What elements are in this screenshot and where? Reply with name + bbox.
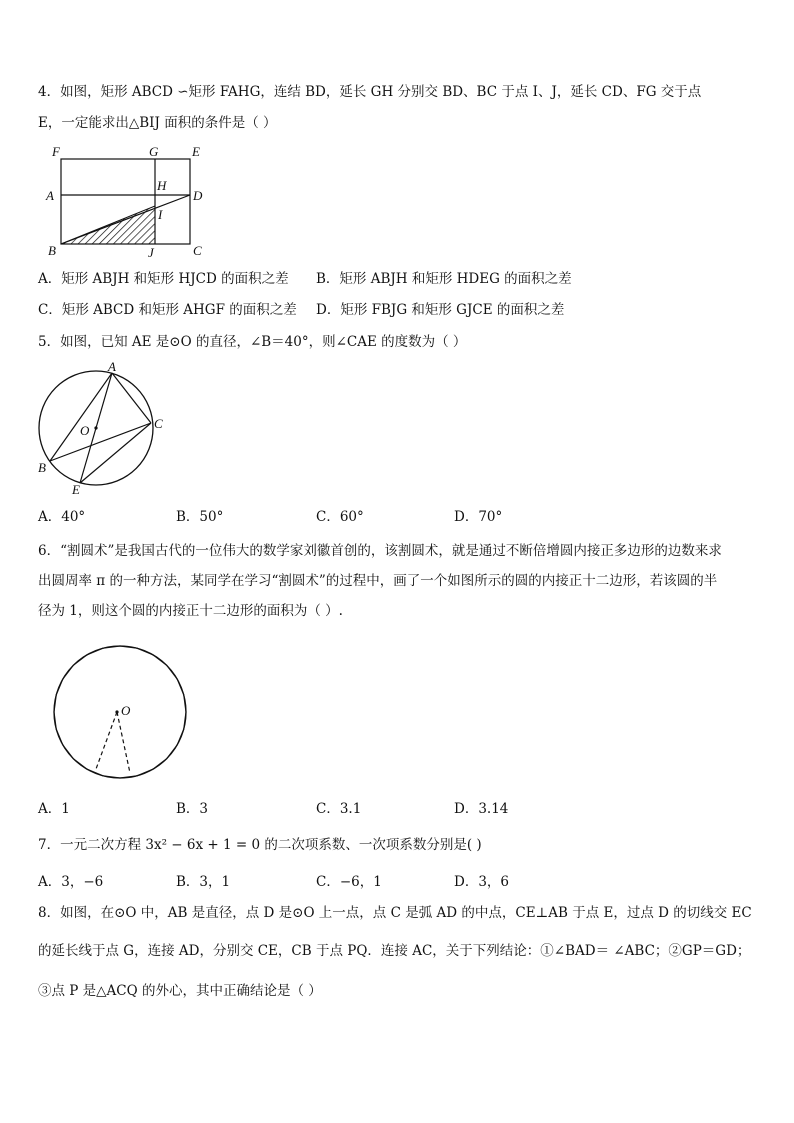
q6-option-a[interactable]: A．1: [38, 801, 70, 817]
q4-figure: [40, 140, 215, 260]
q4-option-d[interactable]: D．矩形 FBJG 和矩形 GJCE 的面积之差: [316, 302, 565, 318]
q7-option-d[interactable]: D．3，6: [454, 874, 510, 890]
label-G: G: [149, 144, 159, 159]
q6-option-b[interactable]: B．3: [176, 801, 209, 817]
label-O: O: [121, 703, 131, 718]
q8-text-line3: ③点 P 是△ACQ 的外心，其中正确结论是（ ）: [38, 983, 322, 999]
q6-text-line1: 6．“割圆术”是我国古代的一位伟大的数学家刘徽首创的，该割圆术，就是通过不断倍增圆内接正多边形的边数来求: [38, 543, 722, 559]
q7-option-b[interactable]: B．3，1: [176, 874, 231, 890]
q4-text-line2: E，一定能求出△BIJ 面积的条件是（ ）: [38, 115, 277, 131]
q5-option-d[interactable]: D．70°: [454, 509, 503, 525]
circle-O: [54, 646, 186, 778]
label-A: A: [108, 359, 116, 374]
q6-figure: [45, 645, 195, 785]
q7-option-a[interactable]: A．3，−6: [38, 874, 104, 890]
q4-option-c[interactable]: C．矩形 ABCD 和矩形 AHGF 的面积之差: [38, 302, 297, 318]
q5-figure: [30, 358, 170, 498]
q6-text-line3: 径为 1，则这个圆的内接正十二边形的面积为（ ）.: [38, 603, 343, 619]
segment-BC: [50, 423, 151, 461]
label-A: A: [46, 188, 54, 203]
q5-option-c[interactable]: C．60°: [316, 509, 364, 525]
q4-option-b[interactable]: B．矩形 ABJH 和矩形 HDEG 的面积之差: [316, 271, 572, 287]
label-B: B: [38, 460, 46, 475]
center-point-O: [94, 426, 97, 429]
label-E: E: [72, 482, 80, 497]
dodecagon: [54, 646, 186, 778]
label-J: J: [148, 245, 154, 260]
segment-CE: [80, 423, 151, 483]
q6-option-d[interactable]: D．3.14: [454, 801, 509, 817]
label-H: H: [157, 178, 167, 193]
q7-text-line1: 7．一元二次方程 3x² − 6x + 1 = 0 的二次项系数、一次项系数分别是( ): [38, 837, 482, 853]
label-C: C: [154, 416, 163, 431]
label-C: C: [193, 243, 202, 258]
q7-option-c[interactable]: C．−6，1: [316, 874, 382, 890]
q6-text-line2: 出圆周率 π 的一种方法，某同学在学习“割圆术”的过程中，画了一个如图所示的圆的内接正十二边形，若该圆的半: [38, 573, 718, 589]
q5-option-b[interactable]: B．50°: [176, 509, 224, 525]
label-I: I: [158, 207, 163, 222]
q6-option-c[interactable]: C．3.1: [316, 801, 362, 817]
q5-text-line1: 5．如图，已知 AE 是⊙O 的直径，∠B＝40°，则∠CAE 的度数为（ ）: [38, 334, 467, 350]
label-O: O: [80, 423, 90, 438]
segment-AB: [50, 373, 112, 461]
q8-text-line1: 8．如图，在⊙O 中，AB 是直径，点 D 是⊙O 上一点，点 C 是弧 AD 的中点，CE⊥AB 于点 E，过点 D 的切线交 EC: [38, 905, 752, 921]
label-E: E: [192, 144, 200, 159]
radius-dashed-left: [96, 712, 117, 769]
q5-option-a[interactable]: A．40°: [38, 509, 86, 525]
label-D: D: [193, 188, 203, 203]
q4-option-a[interactable]: A．矩形 ABJH 和矩形 HJCD 的面积之差: [38, 271, 289, 287]
q8-text-line2: 的延长线于点 G，连接 AD，分别交 CE，CB 于点 PQ．连接 AC，关于下列结论：①∠BAD＝ ∠ABC；②GP＝GD；: [38, 943, 751, 959]
q4-text-line1: 4．如图，矩形 ABCD ∽矩形 FAHG，连结 BD，延长 GH 分别交 BD、BC 于点 I、J，延长 CD、FG 交于点: [38, 84, 702, 100]
radius-dashed-right: [117, 712, 130, 773]
center-point-O: [115, 710, 118, 713]
label-B: B: [48, 243, 56, 258]
label-F: F: [52, 144, 60, 159]
